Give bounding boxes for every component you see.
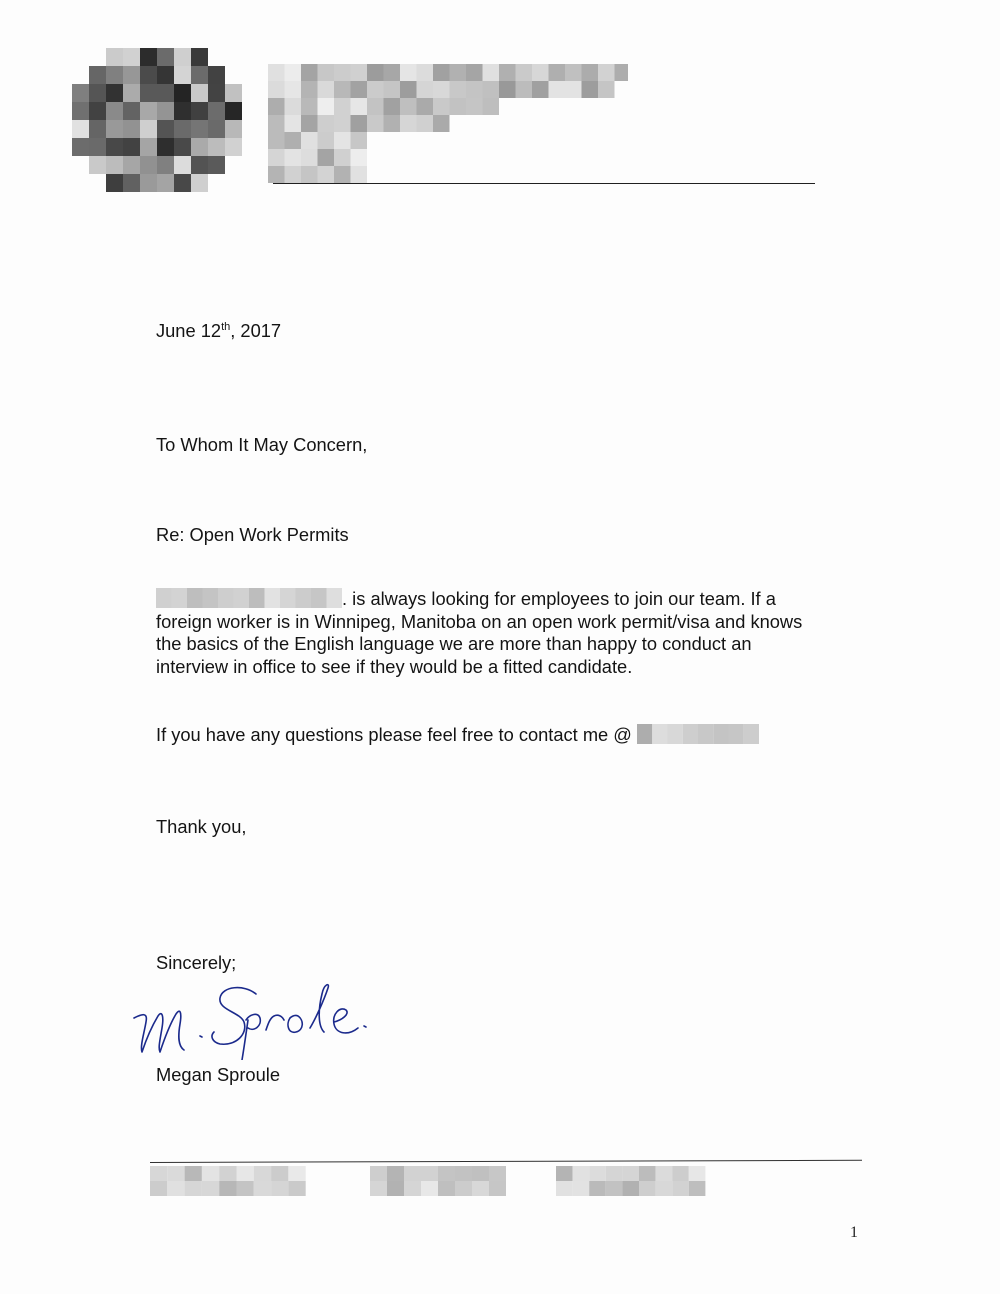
body-line: foreign worker is in Winnipeg, Manitoba on an open work permit/visa and knows xyxy=(156,610,803,632)
signer-name: Megan Sproule xyxy=(156,1064,280,1085)
redacted-company-name xyxy=(156,588,342,608)
redacted-footer-address xyxy=(150,1166,306,1196)
redacted-footer-phone xyxy=(370,1166,506,1196)
redacted-contact xyxy=(637,724,759,744)
page-number: 1 xyxy=(850,1224,858,1241)
body-paragraph xyxy=(156,588,876,678)
handwritten-signature xyxy=(128,978,468,1060)
thanks-line: Thank you, xyxy=(156,816,247,837)
footer-rule xyxy=(150,1160,862,1163)
letterhead-rule xyxy=(273,183,815,184)
letter-date: June 12th, 2017 xyxy=(156,320,282,341)
contact-line: If you have any questions please feel free to contact me @ xyxy=(156,724,759,747)
salutation: To Whom It May Concern, xyxy=(156,434,368,455)
redacted-logo xyxy=(72,48,244,192)
body-line: . is always looking for employees to join our team. If a xyxy=(156,588,876,611)
closing-line: Sincerely; xyxy=(156,952,237,973)
body-line: the basics of the English language we are more than happy to conduct an xyxy=(156,633,752,654)
redacted-footer-website xyxy=(556,1166,706,1196)
body-line: interview in office to see if they would be a fitted candidate. xyxy=(156,655,633,677)
redacted-letterhead xyxy=(268,64,628,186)
subject-line: Re: Open Work Permits xyxy=(156,524,349,545)
